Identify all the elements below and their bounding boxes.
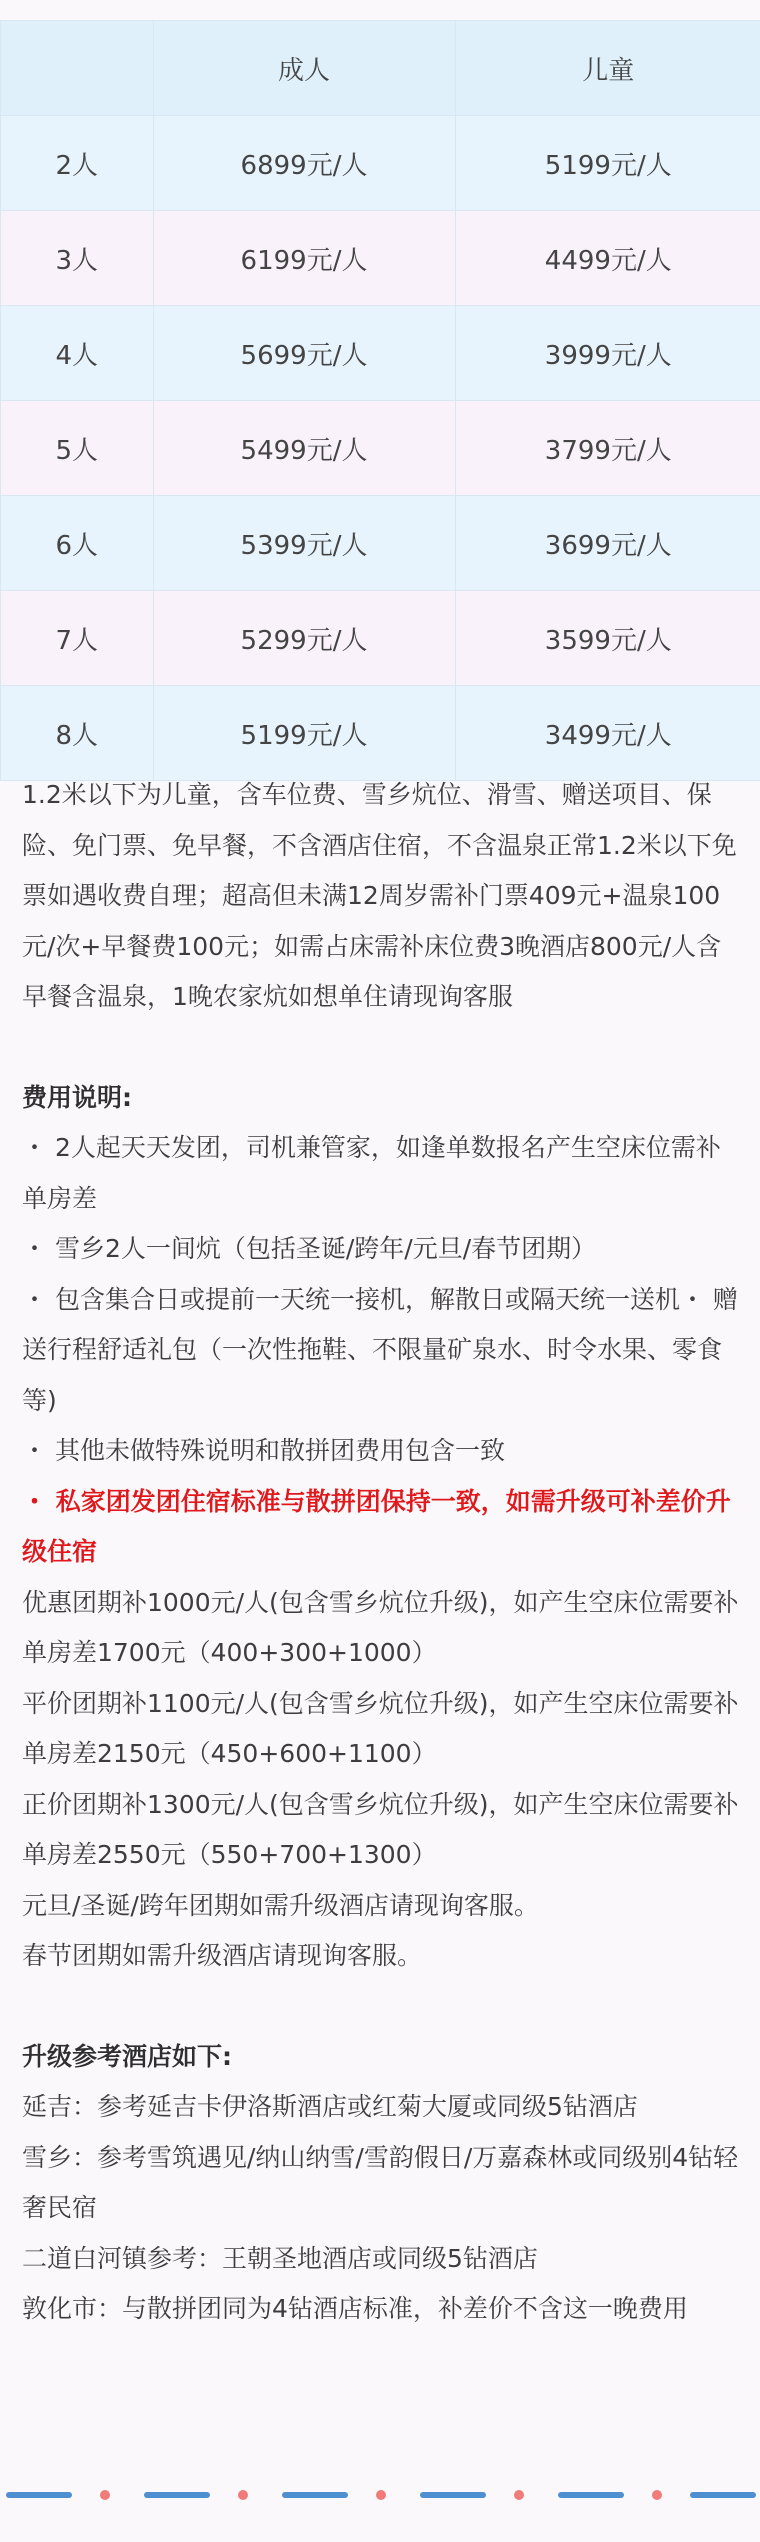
- hotel-item: 二道白河镇参考：王朝圣地酒店或同级5钻酒店: [22, 2243, 538, 2273]
- adult-price-cell: 5199元/人: [153, 686, 455, 781]
- spacer: [22, 1023, 740, 1073]
- child-price-cell: 3699元/人: [455, 496, 760, 591]
- adult-price-cell: 5499元/人: [153, 401, 455, 496]
- header-cell-child: 儿童: [455, 21, 760, 116]
- upgrade-line: 元旦/圣诞/跨年团期如需升级酒店请现询客服。: [22, 1890, 539, 1920]
- people-count-cell: 2人: [1, 116, 153, 211]
- child-price-cell: 3799元/人: [455, 401, 760, 496]
- child-price-cell: 5199元/人: [455, 116, 760, 211]
- people-count-cell: 6人: [1, 496, 153, 591]
- adult-price-cell: 6199元/人: [153, 211, 455, 306]
- child-price-cell: 3599元/人: [455, 591, 760, 686]
- divider-dash: [144, 2492, 210, 2498]
- table-row: [1, 686, 760, 781]
- upgrade-line: 优惠团期补1000元/人(包含雪乡炕位升级)，如产生空床位需要补单房差1700元（400+300+1000）: [22, 1587, 739, 1667]
- table-row: [1, 211, 760, 306]
- fee-section-title: 费用说明:: [22, 1082, 132, 1112]
- table-row: [1, 496, 760, 591]
- people-count-cell: 7人: [1, 591, 153, 686]
- table-row: [1, 591, 760, 686]
- divider-dot: [100, 2490, 110, 2500]
- table-header-row: [1, 21, 760, 116]
- divider-dot: [514, 2490, 524, 2500]
- fee-item: ・ 其他未做特殊说明和散拼团费用包含一致: [22, 1436, 505, 1465]
- adult-price-cell: 5299元/人: [153, 591, 455, 686]
- divider-dash: [558, 2492, 624, 2498]
- divider-dash: [6, 2492, 72, 2498]
- fee-item: ・ 包含集合日或提前一天统一接机，解散日或隔天统一送机・ 赠送行程舒适礼包（一次性拖鞋、不限量矿泉水、时令水果、零食等): [22, 1284, 738, 1415]
- table-row: [1, 306, 760, 401]
- child-price-cell: 3499元/人: [455, 686, 760, 781]
- adult-price-cell: 5699元/人: [153, 306, 455, 401]
- hotel-section-title: 升级参考酒店如下:: [22, 2041, 232, 2071]
- divider-dot: [652, 2490, 662, 2500]
- decorative-divider: [0, 2489, 760, 2501]
- child-price-cell: 3999元/人: [455, 306, 760, 401]
- table-row: [1, 401, 760, 496]
- people-count-cell: 3人: [1, 211, 153, 306]
- child-note: 1.2米以下为儿童，含车位费、雪乡炕位、滑雪、赠送项目、保险、免门票、免早餐，不含酒店住宿，不含温泉正常1.2米以下免票如遇收费自理；超高但未满12周岁需补门票409元+温泉100元/次+早餐费100元；如需占床需补床位费3晚酒店800元/人含早餐含温泉，1晚农家炕如想单住请现询客服: [22, 780, 737, 1011]
- hotel-item: 敦化市：与散拼团同为4钻酒店标准，补差价不含这一晚费用: [22, 2294, 688, 2323]
- child-price-cell: 4499元/人: [455, 211, 760, 306]
- divider-dot: [238, 2490, 248, 2500]
- people-count-cell: 5人: [1, 401, 153, 496]
- header-cell-people: [1, 21, 153, 116]
- header-cell-adult: 成人: [153, 21, 455, 116]
- price-table: [1, 21, 760, 780]
- upgrade-line: 平价团期补1100元/人(包含雪乡炕位升级)，如产生空床位需要补单房差2150元（450+600+1100）: [22, 1688, 739, 1768]
- adult-price-cell: 6899元/人: [153, 116, 455, 211]
- fee-item: ・ 雪乡2人一间炕（包括圣诞/跨年/元旦/春节团期）: [22, 1234, 597, 1263]
- hotel-item: 延吉：参考延吉卡伊洛斯酒店或红菊大厦或同级5钻酒店: [22, 2092, 638, 2121]
- adult-price-cell: 5399元/人: [153, 496, 455, 591]
- upgrade-highlight: ・ 私家团发团住宿标准与散拼团保持一致，如需升级可补差价升级住宿: [22, 1486, 731, 1566]
- divider-dash: [690, 2492, 756, 2498]
- price-table-container: [0, 20, 760, 781]
- upgrade-line: 春节团期如需升级酒店请现询客服。: [22, 1941, 423, 1970]
- upgrade-line: 正价团期补1300元/人(包含雪乡炕位升级)，如产生空床位需要补单房差2550元（550+700+1300）: [22, 1789, 739, 1869]
- divider-dash: [420, 2492, 486, 2498]
- spacer: [22, 1982, 740, 2032]
- divider-dot: [376, 2490, 386, 2500]
- people-count-cell: 4人: [1, 306, 153, 401]
- fee-item: ・ 2人起天天发团，司机兼管家，如逢单数报名产生空床位需补单房差: [22, 1133, 721, 1213]
- divider-dash: [282, 2492, 348, 2498]
- table-row: [1, 116, 760, 211]
- people-count-cell: 8人: [1, 686, 153, 781]
- hotel-item: 雪乡：参考雪筑遇见/纳山纳雪/雪韵假日/万嘉森林或同级别4钻轻奢民宿: [22, 2142, 739, 2222]
- description-section: [22, 770, 740, 2335]
